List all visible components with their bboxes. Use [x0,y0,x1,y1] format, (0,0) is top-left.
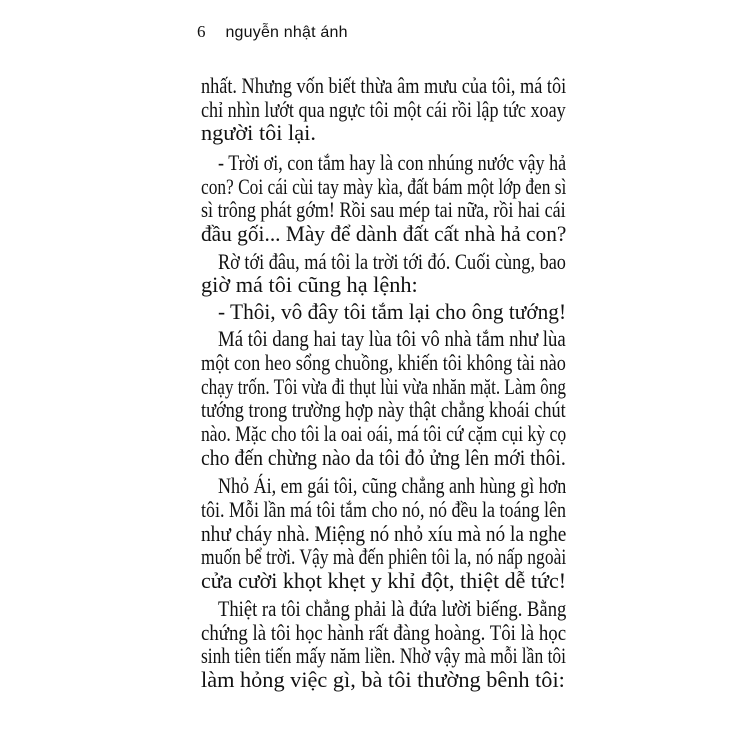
text-line: sinh tiên tiến mấy năm liền. Nhờ vậy mà mỗi lần tôi [201,643,567,669]
running-header [197,22,348,42]
author-name: nguyễn nhật ánh [225,24,348,41]
text-line: sì trông phát gớm! Rồi sau mép tai nữa, rồi hai cái [201,197,566,223]
text-line: - Trời ơi, con tắm hay là con nhúng nước vậy hả [218,149,567,175]
text-line: Rờ tới đâu, má tôi la trời tới đó. Cuối cùng, bao [218,248,566,274]
text-line: như cháy nhà. Miệng nó nhỏ xíu mà nó la nghe [201,520,567,546]
text-line: nào. Mặc cho tôi la oai oái, má tôi cứ cặm cụi kỳ cọ [201,421,567,447]
text-line: - Thôi, vô đây tôi tắm lại cho ông tướng! [218,299,567,325]
text-line: chứng là tôi học hành rất đàng hoàng. Tôi là học [201,619,567,645]
text-line: người tôi lại. [201,120,316,146]
text-line: tôi. Mỗi lần má tôi tắm cho nó, nó đều la toáng lên [201,497,567,523]
text-line: Nhỏ Ái, em gái tôi, cũng chẳng anh hùng gì hơn [218,473,567,499]
text-line: chỉ nhìn lướt qua ngực tôi một cái rồi lập tức xoay [201,96,566,122]
text-line: một con heo sổng chuồng, khiến tôi không tài nào [201,350,566,375]
text-line: Má tôi dang hai tay lùa tôi vô nhà tắm như lùa [218,326,566,352]
text-line: giờ má tôi cũng hạ lệnh: [201,272,418,298]
text-line: chạy trốn. Tôi vừa đi thụt lùi vừa nhăn mặt. Làm ông [201,373,566,399]
text-line: cho đến chừng nào da tôi đỏ ửng lên mới thôi. [201,444,566,470]
text-line: cửa cười khọt khẹt y khỉ đột, thiệt dễ tức! [201,568,567,594]
text-line: muốn bể trời. Vậy mà đến phiên tôi la, nó nấp ngoài [201,544,567,570]
text-line: nhất. Nhưng vốn biết thừa âm mưu của tôi, má tôi [201,73,567,98]
text-line: làm hỏng việc gì, bà tôi thường bênh tôi: [201,667,565,692]
text-line: con? Coi cái cùi tay mày kìa, đất bám một lớp đen sì [201,173,567,199]
text-line: tướng trong trường hợp này thật chẳng khoái chút [201,397,566,423]
page-number: 6 [197,22,206,41]
text-line: Thiệt ra tôi chẳng phải là đứa lười biếng. Bằng [218,595,567,621]
text-line: đầu gối... Mày để dành đất cất nhà hả con? [201,220,567,246]
